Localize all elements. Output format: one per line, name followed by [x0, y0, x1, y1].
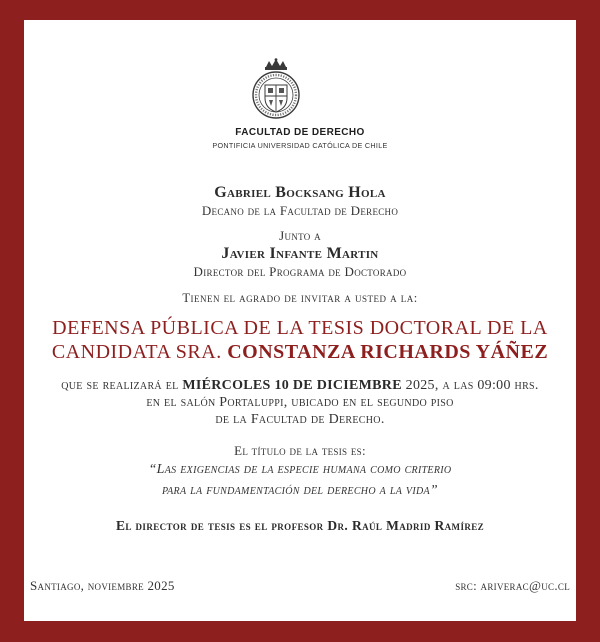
connector-text: Junto a	[279, 228, 321, 243]
rsvp-contact[interactable]: src: ariverac@uc.cl	[455, 578, 570, 593]
event-title-line1: DEFENSA PÚBLICA DE LA TESIS DOCTORAL DE LA	[52, 317, 548, 339]
thesis-label: El título de la tesis es:	[234, 443, 366, 458]
host-name: Gabriel Bocksang Hola	[214, 184, 386, 201]
thesis-title-line2: para la fundamentación del derecho a la vida”	[162, 483, 438, 498]
university-seal-logo	[251, 58, 301, 120]
host-role: Decano de la Facultad de Derecho	[201, 203, 399, 218]
date-prefix: que se realizará el	[61, 378, 183, 393]
cohost-name: Javier Infante Martin	[221, 245, 379, 262]
cohost-role: Director del Programa de Doctorado	[193, 264, 407, 279]
university-name: PONTIFICIA UNIVERSIDAD CATÓLICA DE CHILE	[212, 141, 388, 150]
event-title-prefix: CANDIDATA SRA.	[51, 341, 228, 363]
faculty-name: FACULTAD DE DERECHO	[235, 127, 365, 138]
date-suffix: 2025, a las 09:00 hrs.	[401, 378, 539, 393]
thesis-title-line1: “Las exigencias de la especie humana como criterio	[148, 462, 452, 477]
event-date-line	[0, 378, 600, 394]
candidate-name: CONSTANZA RICHARDS YÁÑEZ	[227, 341, 549, 363]
event-location-building: de la Facultad de Derecho.	[215, 412, 385, 427]
event-title-line2	[0, 341, 600, 364]
thesis-director: El director de tesis es el profesor Dr. Raúl Madrid Ramírez	[115, 518, 485, 533]
event-location: en el salón Portaluppi, ubicado en el segundo piso	[146, 395, 454, 410]
event-date: MIÉRCOLES 10 DE DICIEMBRE	[182, 378, 402, 393]
place-date: Santiago, noviembre 2025	[30, 578, 175, 593]
invitation-text: Tienen el agrado de invitar a usted a la:	[182, 291, 418, 305]
